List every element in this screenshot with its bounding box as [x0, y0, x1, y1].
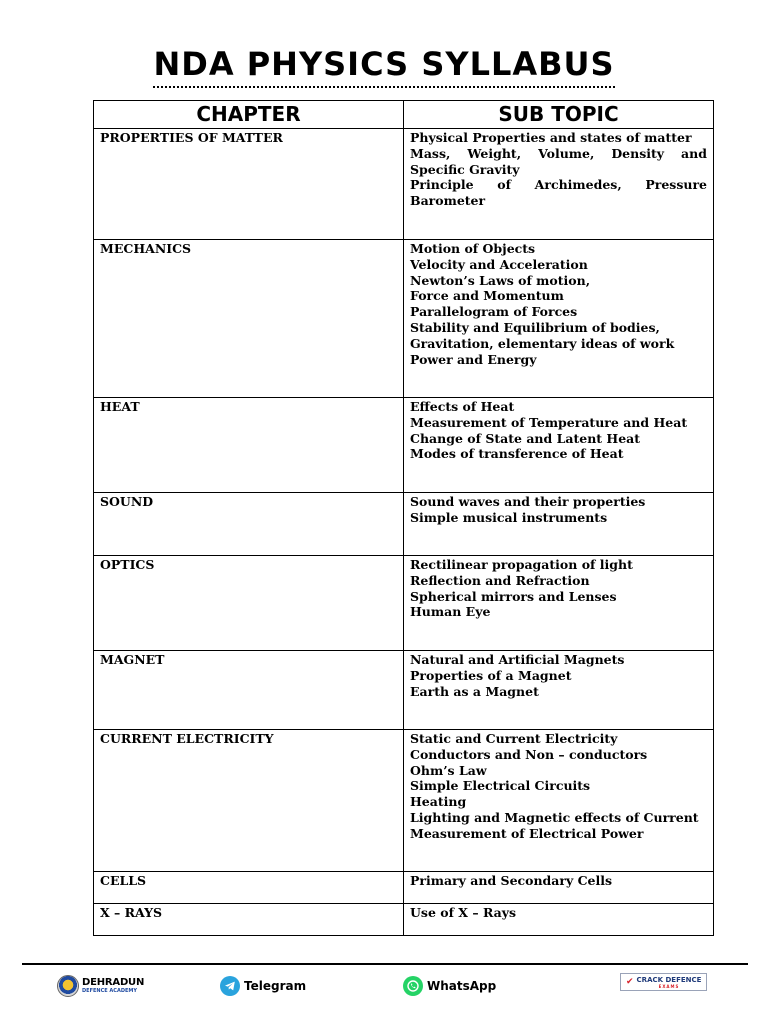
telegram-label: Telegram: [244, 979, 307, 993]
sub-topic: Motion of Objects: [410, 241, 536, 256]
sub-topic: Effects of Heat: [410, 399, 515, 414]
sub-topic-column-header: SUB TOPIC: [404, 101, 714, 129]
chapter-name: HEAT: [100, 399, 140, 414]
sub-topic: Parallelogram of Forces: [410, 304, 578, 320]
sub-topic: Physical Properties and states of matter: [410, 130, 692, 145]
chapter-name: PROPERTIES OF MATTER: [100, 130, 283, 145]
sub-topic: Properties of a Magnet: [410, 667, 572, 683]
whatsapp-link[interactable]: [403, 974, 496, 998]
sub-topic: Power and Energy: [410, 351, 537, 367]
sub-topic-list: [404, 731, 713, 842]
table-row: [94, 651, 714, 730]
chapter-name: OPTICS: [100, 557, 155, 572]
chapter-name: X – RAYS: [100, 905, 163, 920]
sub-topic: Mass, Weight, Volume, Density and: [410, 145, 707, 161]
sub-topic: Natural and Artificial Magnets: [410, 652, 625, 667]
sub-topic-list: [404, 494, 713, 526]
crack-defence-name: CRACK DEFENCE: [636, 975, 702, 984]
sub-topic: Specific Gravity: [410, 161, 520, 177]
sub-topic-list: [404, 399, 713, 462]
chapter-name: CELLS: [100, 873, 147, 888]
table-row: [94, 730, 714, 872]
sub-topic: Primary and Secondary Cells: [410, 873, 613, 888]
chapter-name: SOUND: [100, 494, 154, 509]
syllabus-table: [93, 100, 714, 936]
table-row: [94, 556, 714, 651]
sub-topic: Measurement of Electrical Power: [410, 825, 644, 841]
sub-topic-list: [404, 557, 713, 620]
sub-topic: Earth as a Magnet: [410, 683, 539, 699]
sub-topic: Newton’s Laws of motion,: [410, 272, 591, 288]
table-row: [94, 240, 714, 398]
sub-topic: Use of X – Rays: [410, 905, 517, 920]
sub-topic: Simple Electrical Circuits: [410, 778, 591, 794]
sub-topic: Gravitation, elementary ideas of work: [410, 335, 675, 351]
dehradun-defence-academy-logo[interactable]: [57, 974, 144, 998]
sub-topic: Human Eye: [410, 604, 491, 620]
academy-name: DEHRADUN: [82, 977, 145, 988]
sub-topic: Heating: [410, 794, 467, 810]
whatsapp-icon: [403, 976, 423, 996]
sub-topic: Lighting and Magnetic effects of Current: [410, 809, 699, 825]
academy-emblem-icon: [57, 975, 79, 997]
sub-topic: Measurement of Temperature and Heat: [410, 414, 688, 430]
academy-subname: DEFENCE ACADEMY: [82, 988, 137, 994]
sub-topic-list: [404, 652, 713, 699]
chapter-name: MECHANICS: [100, 241, 192, 256]
sub-topic-list: [404, 130, 713, 209]
sub-topic: Rectilinear propagation of light: [410, 557, 633, 572]
sub-topic-list: [404, 873, 713, 889]
crack-defence-sub: EXAMS: [658, 983, 680, 989]
sub-topic: Simple musical instruments: [410, 509, 608, 525]
sub-topic: Reflection and Refraction: [410, 572, 590, 588]
sub-topic: Ohm’s Law: [410, 762, 487, 778]
footer-divider: [22, 963, 748, 965]
sub-topic: Stability and Equilibrium of bodies,: [410, 319, 660, 335]
chapter-name: MAGNET: [100, 652, 165, 667]
sub-topic: Barometer: [410, 193, 486, 209]
table-row: [94, 904, 714, 936]
telegram-link[interactable]: [220, 974, 306, 998]
page-title-text: NDA PHYSICS SYLLABUS: [153, 44, 614, 88]
sub-topic: Change of State and Latent Heat: [410, 430, 641, 446]
table-row: [94, 872, 714, 904]
table-header-row: [94, 101, 714, 129]
table-row: [94, 398, 714, 493]
sub-topic-list: [404, 241, 713, 367]
sub-topic: Sound waves and their properties: [410, 494, 646, 509]
table-row: [94, 493, 714, 556]
crack-defence-mark-icon: ✔: [626, 977, 634, 987]
crack-defence-logo[interactable]: [620, 970, 707, 994]
sub-topic: Static and Current Electricity: [410, 731, 618, 746]
whatsapp-label: WhatsApp: [427, 979, 497, 993]
footer: [0, 966, 768, 1006]
sub-topic: Conductors and Non – conductors: [410, 746, 648, 762]
page-title: [0, 44, 768, 88]
sub-topic: Force and Momentum: [410, 288, 564, 304]
sub-topic-list: [404, 905, 713, 921]
chapter-name: CURRENT ELECTRICITY: [100, 731, 274, 746]
table-row: [94, 129, 714, 240]
sub-topic: Modes of transference of Heat: [410, 446, 624, 462]
sub-topic: Spherical mirrors and Lenses: [410, 588, 617, 604]
chapter-column-header: CHAPTER: [94, 101, 404, 129]
telegram-icon: [220, 976, 240, 996]
sub-topic: Velocity and Acceleration: [410, 256, 588, 272]
sub-topic: Principle of Archimedes, Pressure: [410, 177, 707, 193]
